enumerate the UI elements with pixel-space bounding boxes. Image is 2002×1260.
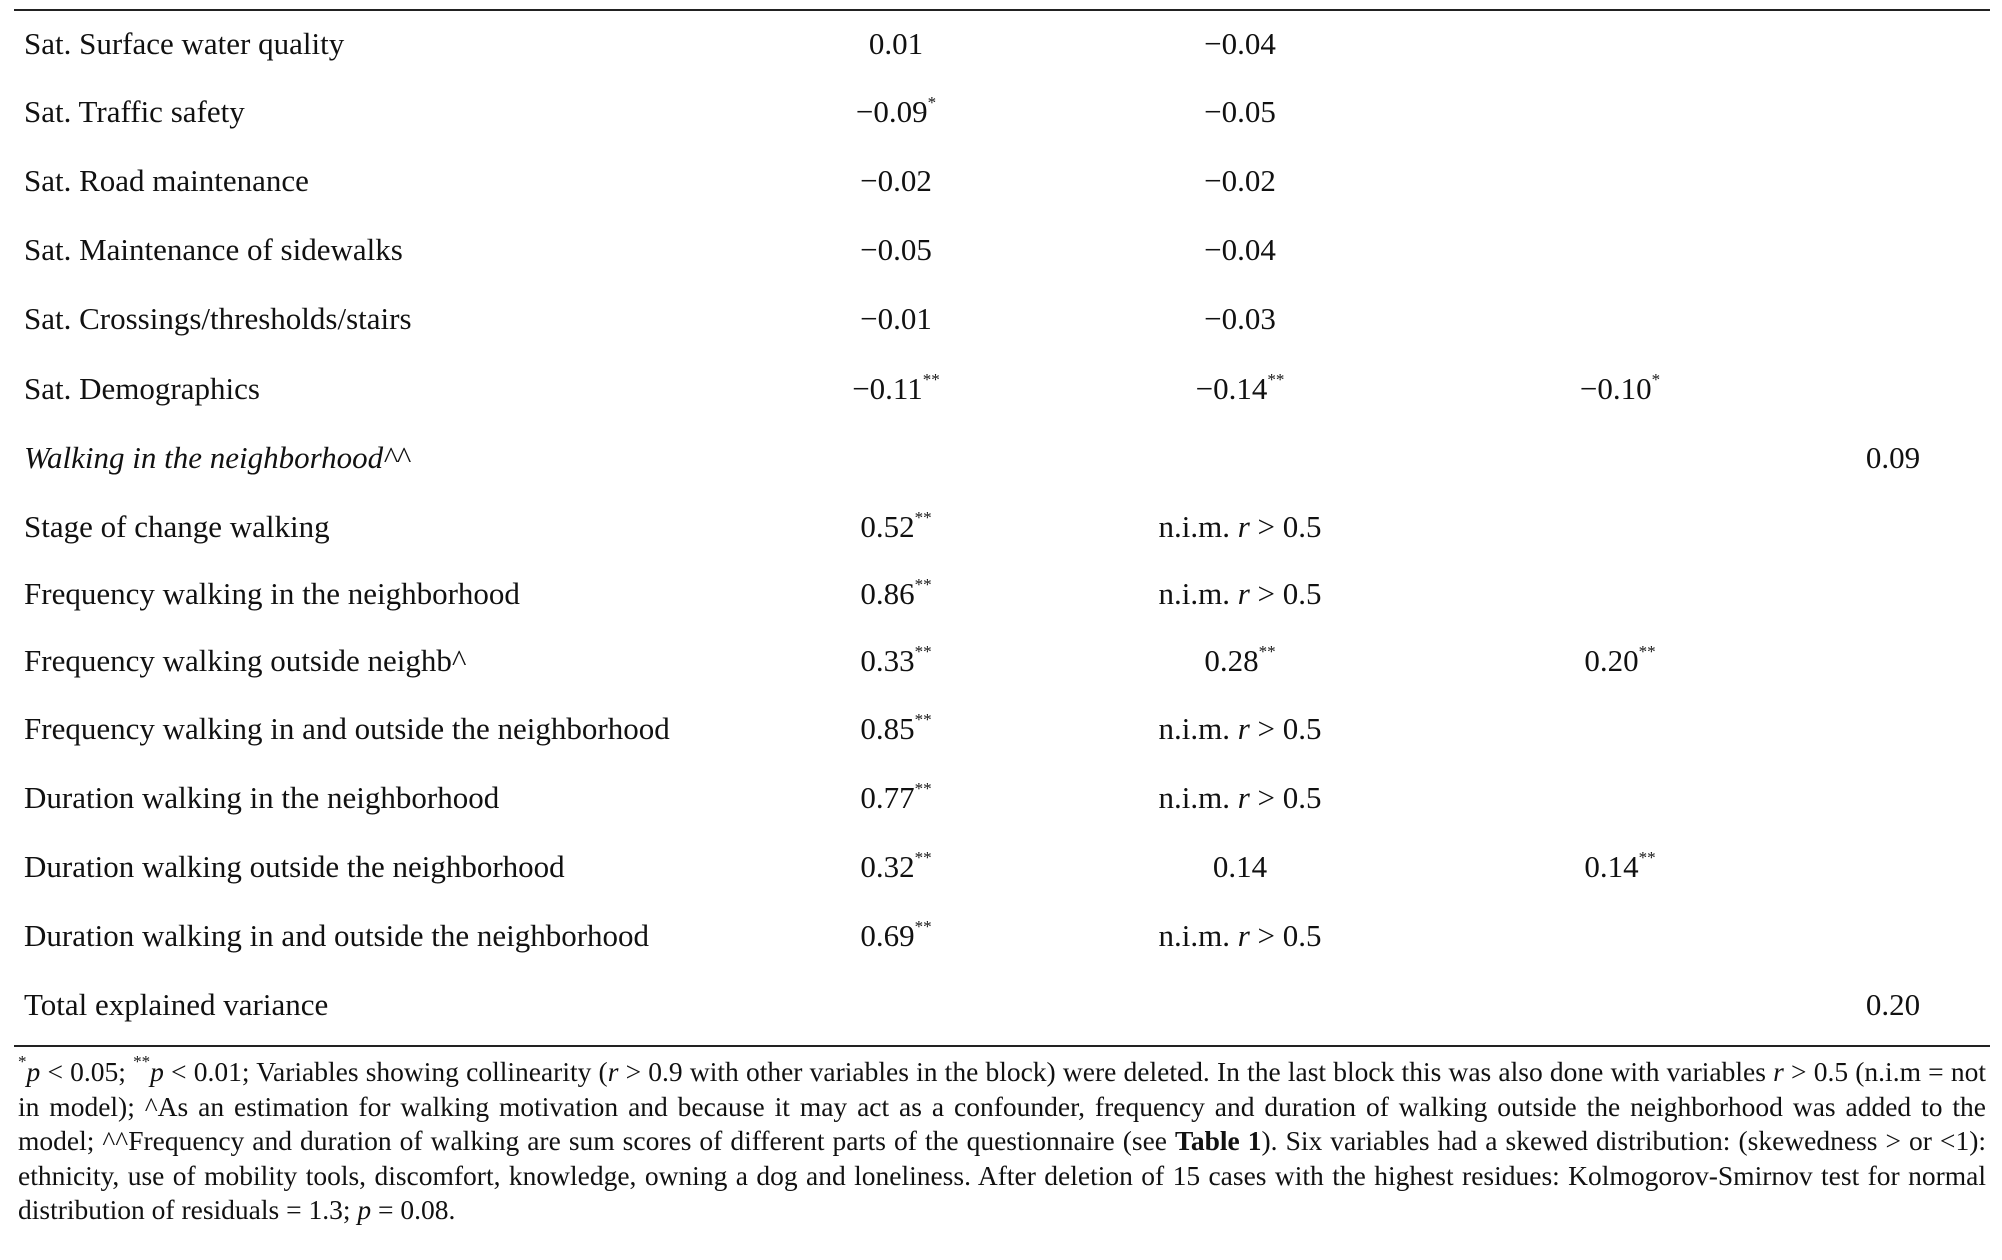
row-label: Frequency walking outside neighb^ xyxy=(24,643,467,678)
cell-value: −0.02 xyxy=(1204,163,1276,198)
significance-marker: ** xyxy=(1258,642,1276,661)
cell-col-a xyxy=(860,709,931,749)
cell-value: −0.04 xyxy=(1204,232,1276,267)
cell-text: > 0.5 xyxy=(1249,576,1322,611)
significance-marker: * xyxy=(927,93,937,112)
cell-var: r xyxy=(1237,576,1250,611)
table-row xyxy=(0,507,2002,577)
cell-value: 0.33 xyxy=(860,643,915,678)
significance-marker: ** xyxy=(922,370,940,389)
cell-value: −0.11 xyxy=(852,371,923,406)
cell-col-a xyxy=(860,230,932,270)
significance-marker: ** xyxy=(914,917,932,936)
significance-marker: * xyxy=(1651,370,1661,389)
footnote-text: > 0.9 with other variables in the block) were deleted. In the last block this was also done with variables xyxy=(618,1056,1774,1087)
cell-text: n.i.m. xyxy=(1158,918,1238,953)
table-row xyxy=(0,230,2002,300)
row-label: Duration walking in the neighborhood xyxy=(24,780,500,815)
cell-value: −0.09 xyxy=(855,94,928,129)
cell-col-a xyxy=(860,574,931,614)
cell-var: r xyxy=(1237,711,1250,746)
cell-value: 0.32 xyxy=(860,849,915,884)
cell-col-b xyxy=(1158,778,1321,818)
cell-value: −0.04 xyxy=(1204,26,1276,61)
cell-col-a xyxy=(860,778,931,818)
table-row xyxy=(0,574,2002,644)
cell-value: 0.14 xyxy=(1212,849,1268,884)
footnote-text: < 0.01; Variables showing collinearity ( xyxy=(163,1056,608,1087)
table-row xyxy=(0,24,2002,94)
cell-col-b xyxy=(1158,916,1321,956)
cell-col-b xyxy=(1158,709,1321,749)
cell-col-b xyxy=(1204,92,1276,132)
footnote-table-ref: Table 1 xyxy=(1175,1125,1262,1156)
cell-value: 0.01 xyxy=(868,26,924,61)
cell-text: n.i.m. xyxy=(1158,509,1238,544)
row-label: Sat. Crossings/thresholds/stairs xyxy=(24,301,412,336)
table-row xyxy=(0,438,2002,508)
cell-col-b xyxy=(1196,369,1285,409)
row-label: Walking in the neighborhood^^ xyxy=(24,440,410,475)
cell-value: 0.14 xyxy=(1584,849,1639,884)
cell-value: −0.05 xyxy=(1204,94,1276,129)
cell-col-d xyxy=(1866,985,1920,1025)
cell-col-c xyxy=(1584,641,1655,681)
cell-col-b xyxy=(1158,507,1321,547)
row-label: Sat. Surface water quality xyxy=(24,26,345,61)
row-label: Duration walking in and outside the neighborhood xyxy=(24,918,650,953)
footnote-text: = 0.08. xyxy=(371,1194,456,1225)
cell-col-b xyxy=(1204,230,1276,270)
cell-value: −0.10 xyxy=(1579,371,1652,406)
cell-col-a xyxy=(856,92,936,132)
cell-col-b xyxy=(1204,161,1276,201)
row-label: Sat. Road maintenance xyxy=(24,163,309,198)
cell-value: 0.85 xyxy=(860,711,915,746)
table-top-rule xyxy=(14,9,1990,11)
footnote-text: < 0.05; xyxy=(40,1056,134,1087)
row-label: Frequency walking in the neighborhood xyxy=(24,576,520,611)
cell-value: 0.77 xyxy=(860,780,915,815)
footnote-var: r xyxy=(1773,1056,1784,1087)
row-label: Stage of change walking xyxy=(24,509,330,544)
footnote-var: r xyxy=(607,1056,619,1087)
cell-text: > 0.5 xyxy=(1249,711,1322,746)
cell-value: 0.52 xyxy=(860,509,915,544)
table-row xyxy=(0,641,2002,711)
cell-text: > 0.5 xyxy=(1249,509,1322,544)
significance-marker: ** xyxy=(914,779,932,798)
cell-value: 0.28 xyxy=(1204,643,1259,678)
cell-text: > 0.5 xyxy=(1249,918,1322,953)
footnote-sup: ** xyxy=(133,1052,151,1071)
row-label: Sat. Traffic safety xyxy=(24,94,245,129)
cell-var: r xyxy=(1237,918,1250,953)
significance-marker: ** xyxy=(914,575,932,594)
significance-marker: ** xyxy=(1638,848,1656,867)
cell-col-b xyxy=(1204,24,1276,64)
footnote-text: ). Six variables had a skewed distribution: (skewedness > or <1): ethnicity, use of mobility tools, discomfort, knowledge, owning a dog and loneliness. After deletion of 15 cases with the highest residues: Kolmogorov-Smirnov test for normal distribution of residuals = 1.3; xyxy=(18,1125,1986,1225)
cell-value: 0.20 xyxy=(1584,643,1639,678)
table-row xyxy=(0,778,2002,848)
significance-marker: ** xyxy=(914,508,932,527)
cell-value: −0.03 xyxy=(1204,301,1276,336)
cell-text: n.i.m. xyxy=(1158,780,1238,815)
cell-col-a xyxy=(860,299,932,339)
footnote-var: p xyxy=(150,1056,164,1087)
cell-value: 0.86 xyxy=(860,576,915,611)
cell-text: n.i.m. xyxy=(1158,576,1238,611)
cell-col-a xyxy=(860,916,931,956)
cell-col-a xyxy=(860,847,931,887)
cell-var: r xyxy=(1237,509,1250,544)
cell-value: −0.02 xyxy=(860,163,932,198)
cell-col-c xyxy=(1580,369,1660,409)
table-row xyxy=(0,916,2002,986)
cell-text: n.i.m. xyxy=(1158,711,1238,746)
cell-col-b xyxy=(1204,299,1276,339)
significance-marker: ** xyxy=(914,642,932,661)
cell-var: r xyxy=(1237,780,1250,815)
row-label: Sat. Demographics xyxy=(24,371,260,406)
cell-value: −0.05 xyxy=(860,232,932,267)
significance-marker: ** xyxy=(1638,642,1656,661)
table-row xyxy=(0,299,2002,369)
row-label: Duration walking outside the neighborhood xyxy=(24,849,565,884)
table-row xyxy=(0,161,2002,231)
row-label: Frequency walking in and outside the neighborhood xyxy=(24,711,670,746)
cell-value: 0.69 xyxy=(860,918,915,953)
table-row xyxy=(0,92,2002,162)
cell-value: −0.01 xyxy=(860,301,932,336)
cell-value: 0.09 xyxy=(1865,440,1921,475)
footnote-var: p xyxy=(357,1194,372,1225)
cell-col-a xyxy=(860,507,931,547)
cell-col-b xyxy=(1213,847,1267,887)
significance-marker: ** xyxy=(914,848,932,867)
cell-col-a xyxy=(860,161,932,201)
cell-value: −0.14 xyxy=(1195,371,1268,406)
table-row xyxy=(0,369,2002,439)
row-label: Sat. Maintenance of sidewalks xyxy=(24,232,403,267)
significance-marker: ** xyxy=(1267,370,1285,389)
table-row xyxy=(0,847,2002,917)
footnote-sup: * xyxy=(18,1052,27,1071)
table-footnote xyxy=(18,1052,1986,1228)
cell-col-b xyxy=(1204,641,1275,681)
cell-col-a xyxy=(869,24,923,64)
footnote-text: > 0.5 (n.i.m = not in model); ^As an estimation for walking motivation and because it may act as a confounder, frequency and duration of walking outside the neighborhood was added to the model; ^^Frequency and duration of walking are sum scores of different parts of the questionnaire (see xyxy=(18,1056,1986,1156)
cell-text: > 0.5 xyxy=(1249,780,1322,815)
table-row xyxy=(0,709,2002,779)
cell-value: 0.20 xyxy=(1865,987,1921,1022)
cell-col-b xyxy=(1158,574,1321,614)
cell-col-c xyxy=(1584,847,1655,887)
cell-col-a xyxy=(860,641,931,681)
table-bottom-rule xyxy=(14,1045,1990,1047)
footnote-var: p xyxy=(26,1056,41,1087)
row-label: Total explained variance xyxy=(24,987,329,1022)
cell-col-a xyxy=(852,369,940,409)
significance-marker: ** xyxy=(914,710,932,729)
cell-col-d xyxy=(1866,438,1920,478)
